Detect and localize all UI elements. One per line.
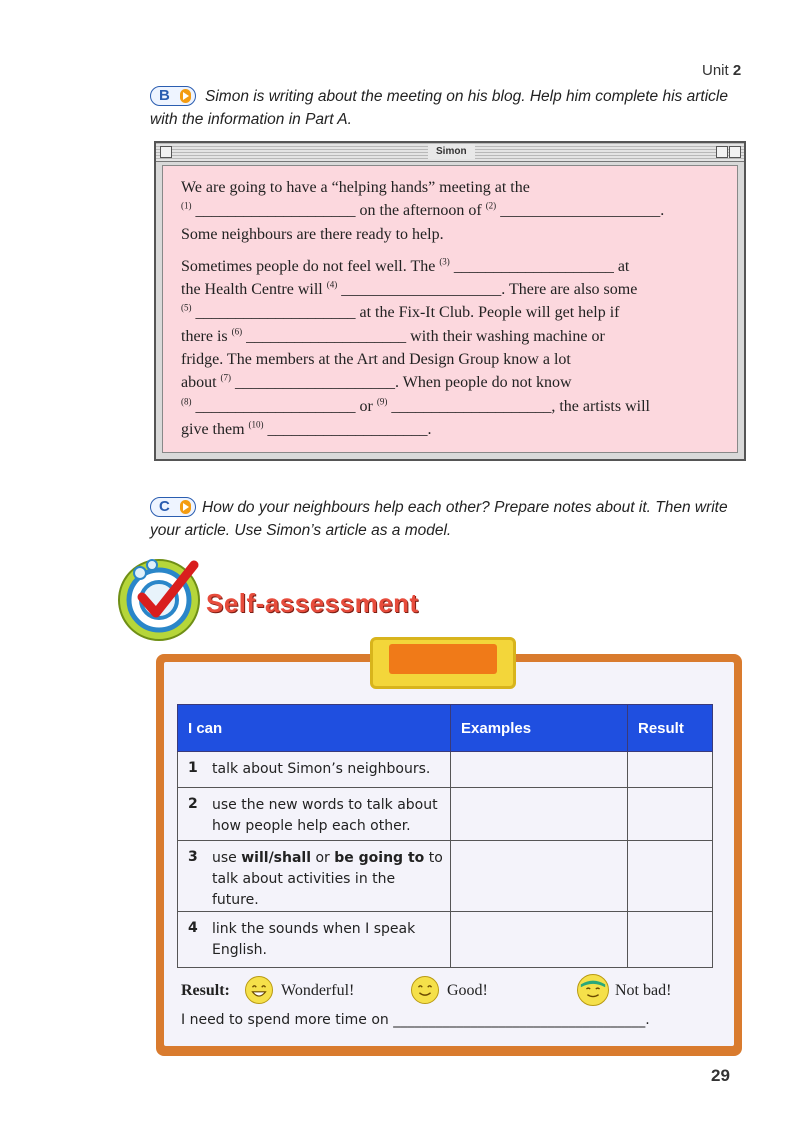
task-c-instruction: How do your neighbours help each other? Prepare notes about it. Then write your article. Use Simon’s article as a model.: [150, 499, 728, 539]
blog-text: ____________________. When people do not know: [231, 374, 572, 392]
blank-number-8: (8): [181, 396, 192, 407]
skill-text: use: [212, 850, 242, 866]
rating-wonderful: Wonderful!: [281, 982, 355, 999]
task-c-letter: C: [159, 498, 170, 515]
headband-smiley-icon: [577, 974, 609, 1006]
blog-titlebar: [156, 143, 744, 162]
blog-text: ____________________.: [496, 202, 665, 220]
blog-text: Some neighbours are there ready to help.: [181, 225, 444, 243]
result-cell[interactable]: [628, 788, 713, 841]
skill-text: English.: [212, 942, 268, 958]
row-skill: [208, 788, 451, 841]
page-number: 29: [711, 1066, 730, 1085]
result-legend: [181, 978, 701, 1004]
blog-window-title: Simon: [428, 144, 475, 159]
blog-window: [154, 141, 746, 461]
good-smiley-icon: [411, 976, 439, 1004]
table-row: [178, 841, 713, 912]
column-header-examples: Examples: [451, 705, 628, 752]
blog-text: there is: [181, 327, 232, 345]
blog-text: ____________________.: [263, 420, 432, 438]
blank-number-2: (2): [485, 200, 497, 211]
column-header-i-can: I can: [178, 705, 451, 752]
unit-label: [702, 62, 741, 79]
skill-text: to: [424, 850, 443, 866]
close-box-icon: [160, 146, 172, 158]
collapse-box-icon: [729, 146, 741, 158]
examples-cell[interactable]: [451, 841, 628, 912]
blog-paragraph-1: [181, 176, 741, 246]
skill-keyword: be going to: [334, 850, 425, 866]
blog-text: about: [181, 374, 221, 392]
examples-cell[interactable]: [451, 788, 628, 841]
row-skill: [208, 912, 451, 968]
blog-text: ____________________ at: [449, 257, 630, 275]
row-number: 4: [178, 912, 209, 968]
blank-number-6: (6): [231, 326, 243, 337]
blog-text: ____________________ at the Fix-It Club. People will get help if: [191, 304, 620, 322]
blog-article: [181, 176, 741, 441]
blank-number-10: (10): [248, 419, 264, 430]
task-b-instruction: Simon is writing about the meeting on his blog. Help him complete his article with the information in Part A.: [150, 88, 728, 128]
skill-text: or: [311, 850, 335, 866]
row-number: 3: [178, 841, 209, 912]
unit-number: 2: [732, 62, 742, 79]
blank-number-5: (5): [181, 303, 192, 314]
row-skill: [208, 841, 451, 912]
need-more-time-line: I need to spend more time on ____________________________________.: [181, 1012, 650, 1028]
column-header-result: Result: [628, 705, 713, 752]
examples-cell[interactable]: [451, 912, 628, 968]
rating-good: Good!: [447, 982, 488, 999]
blog-body: [162, 165, 738, 453]
blog-text: Sometimes people do not feel well. The: [181, 257, 440, 275]
board-clip: [370, 637, 516, 689]
checkmark-target-icon: [116, 555, 202, 641]
skill-text: talk about Simon’s neighbours.: [212, 761, 431, 777]
blank-number-4: (4): [326, 279, 338, 290]
blank-number-1: (1): [181, 200, 192, 211]
skill-keyword: will/shall: [241, 850, 312, 866]
blog-text: ____________________, the artists will: [387, 397, 650, 415]
blog-text: We are going to have a “helping hands” meeting at the: [181, 179, 530, 196]
skill-text: how people help each other.: [212, 818, 411, 834]
examples-cell[interactable]: [451, 752, 628, 788]
table-row: [178, 788, 713, 841]
row-number: 2: [178, 788, 209, 841]
result-cell[interactable]: [628, 752, 713, 788]
self-assessment-table: [177, 704, 713, 968]
row-skill: [208, 752, 451, 788]
skill-text: talk about activities in the future.: [212, 871, 396, 908]
self-assessment-title: Self-assessment: [206, 588, 419, 618]
task-b-letter: B: [159, 87, 170, 104]
result-label: Result:: [181, 982, 230, 999]
row-number: 1: [178, 752, 209, 788]
blank-number-3: (3): [439, 256, 450, 267]
skill-text: link the sounds when I speak: [212, 921, 416, 937]
result-cell[interactable]: [628, 912, 713, 968]
zoom-box-icon: [716, 146, 728, 158]
blog-paragraph-2: [181, 255, 741, 441]
unit-word: Unit: [702, 62, 729, 79]
blog-text: give them: [181, 420, 249, 438]
table-row: [178, 752, 713, 788]
table-row: [178, 912, 713, 968]
skill-text: use the new words to talk about: [212, 797, 438, 813]
blog-text: ____________________ with their washing machine or: [242, 327, 605, 345]
blog-text: ____________________ or: [191, 397, 377, 415]
result-cell[interactable]: [628, 841, 713, 912]
blank-number-7: (7): [220, 373, 232, 384]
rating-not-bad: Not bad!: [615, 982, 672, 999]
blog-text: ____________________ on the afternoon of: [191, 202, 486, 220]
blog-text: fridge. The members at the Art and Design Group know a lot: [181, 351, 571, 369]
blank-number-9: (9): [376, 396, 388, 407]
blog-text: the Health Centre will: [181, 281, 327, 299]
board-clip-inner: [389, 644, 497, 674]
table-header-row: [178, 705, 713, 752]
wonderful-smiley-icon: [245, 976, 273, 1004]
blog-text: ____________________. There are also some: [337, 281, 638, 299]
